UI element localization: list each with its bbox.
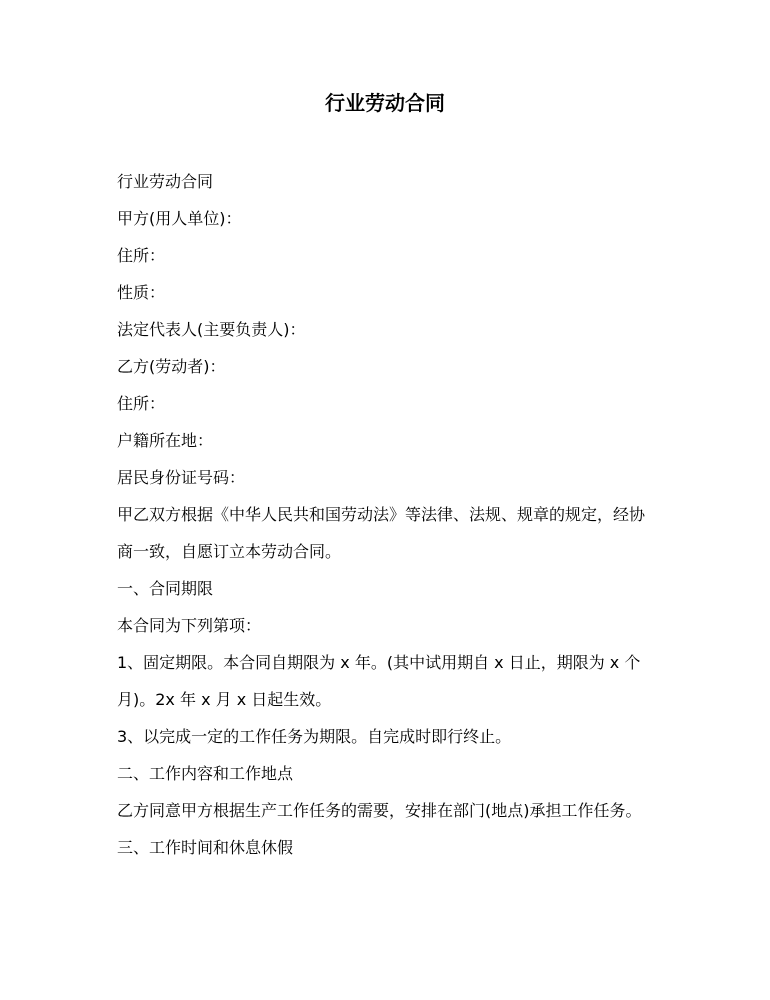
paragraph-id-number: 居民身份证号码： [117, 468, 246, 487]
paragraph-fixed-term: 1、固定期限。本合同自期限为 x 年。(其中试用期自 x 日止，期限为 x 个月)。2x 年 x 月 x 日起生效。 [117, 653, 641, 709]
paragraph-agreement-basis: 甲乙双方根据《中华人民共和国劳动法》等法律、法规、规章的规定，经协商一致，自愿订立本劳动合同。 [117, 505, 646, 561]
paragraph-party-b-address: 住所： [117, 394, 166, 413]
paragraph-party-a-nature: 性质： [117, 283, 166, 302]
section-heading-working-hours: 三、工作时间和休息休假 [117, 838, 294, 857]
paragraph-contract-type: 本合同为下列第项： [117, 616, 262, 635]
paragraph-work-assignment: 乙方同意甲方根据生产工作任务的需要，安排在部门(地点)承担工作任务。 [117, 801, 642, 820]
section-heading-contract-term: 一、合同期限 [117, 579, 214, 598]
paragraph-party-b: 乙方(劳动者)： [117, 357, 226, 376]
paragraph-legal-representative: 法定代表人(主要负责人)： [117, 320, 306, 339]
paragraph-party-a: 甲方(用人单位)： [117, 209, 242, 228]
document-title: 行业劳动合同 [325, 91, 445, 115]
section-heading-work-content: 二、工作内容和工作地点 [117, 764, 294, 783]
paragraph-party-a-address: 住所： [117, 246, 166, 265]
paragraph-heading: 行业劳动合同 [117, 172, 214, 191]
paragraph-household-registration: 户籍所在地： [117, 431, 214, 450]
paragraph-task-term: 3、以完成一定的工作任务为期限。自完成时即行终止。 [117, 727, 512, 746]
document-body [117, 163, 647, 866]
